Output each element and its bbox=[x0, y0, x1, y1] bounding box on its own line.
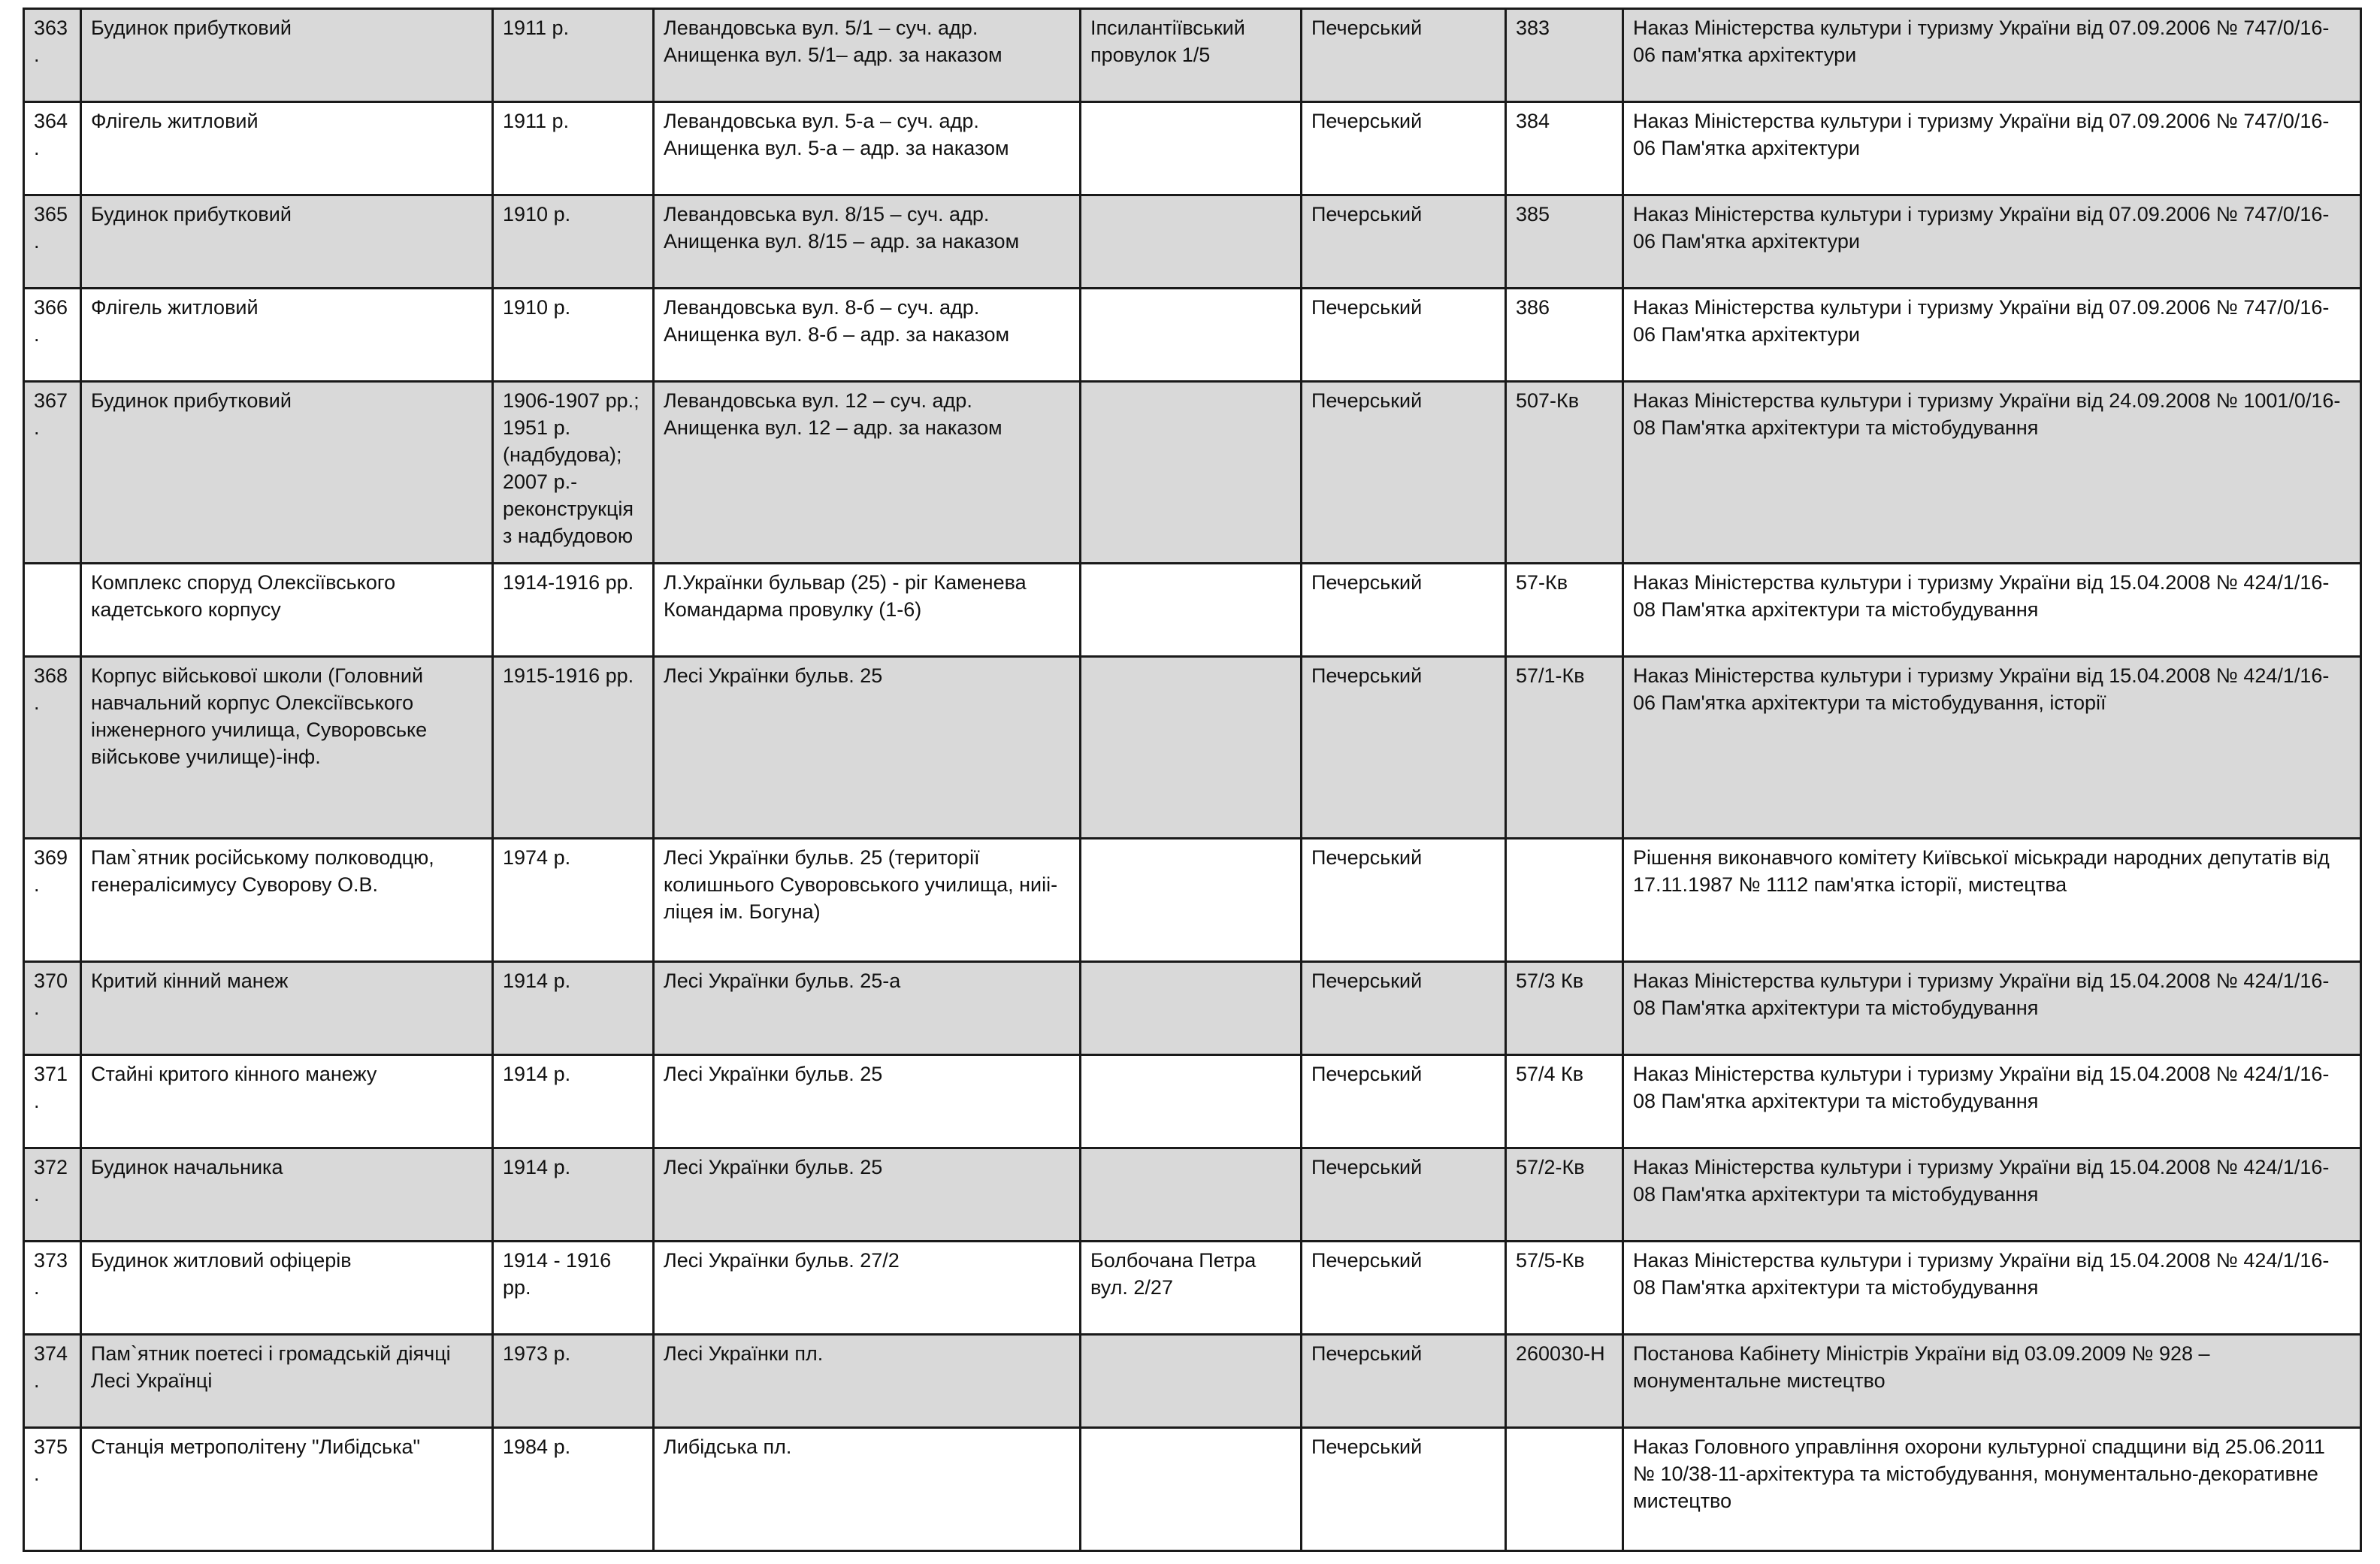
construction-date: 1914 р. bbox=[493, 1055, 654, 1148]
row-number: 375. bbox=[24, 1428, 81, 1551]
address: Лесі Українки бульв. 25 (території колишнього Суворовського училища, ниіі- ліцея ім. Богуна) bbox=[654, 839, 1081, 962]
district: Печерський bbox=[1302, 195, 1506, 289]
registry-number: 385 bbox=[1506, 195, 1623, 289]
alternate-address bbox=[1081, 1335, 1302, 1428]
construction-date: 1974 р. bbox=[493, 839, 654, 962]
row-number: 371. bbox=[24, 1055, 81, 1148]
monument-name: Корпус військової школи (Головний навчальний корпус Олексіївського інженерного училища, Суворовське військове училище)-інф. bbox=[81, 657, 493, 839]
construction-date: 1910 р. bbox=[493, 289, 654, 382]
registry-number: 57/3 Кв bbox=[1506, 962, 1623, 1055]
protection-decree: Наказ Міністерства культури і туризму України від 24.09.2008 № 1001/0/16-08 Пам'ятка архітектури та містобудування bbox=[1623, 382, 2361, 564]
address: Лесі Українки пл. bbox=[654, 1335, 1081, 1428]
district: Печерський bbox=[1302, 962, 1506, 1055]
protection-decree: Рішення виконавчого комітету Київської міськради народних депутатів від 17.11.1987 № 1112 пам'ятка історії, мистецтва bbox=[1623, 839, 2361, 962]
district: Печерський bbox=[1302, 1428, 1506, 1551]
table-row bbox=[24, 657, 2361, 839]
address: Лесі Українки бульв. 27/2 bbox=[654, 1242, 1081, 1335]
monument-name: Комплекс споруд Олексіївського кадетського корпусу bbox=[81, 564, 493, 657]
address: Л.Українки бульвар (25) - ріг Каменева Командарма провулку (1-6) bbox=[654, 564, 1081, 657]
row-number: 369. bbox=[24, 839, 81, 962]
address: Левандовська вул. 8/15 – суч. адр. Анищенка вул. 8/15 – адр. за наказом bbox=[654, 195, 1081, 289]
registry-number: 57/2-Кв bbox=[1506, 1148, 1623, 1242]
registry-number bbox=[1506, 839, 1623, 962]
district: Печерський bbox=[1302, 564, 1506, 657]
registry-number bbox=[1506, 1428, 1623, 1551]
table-row bbox=[24, 1428, 2361, 1551]
registry-number: 384 bbox=[1506, 102, 1623, 195]
protection-decree: Наказ Міністерства культури і туризму України від 15.04.2008 № 424/1/16-08 Пам'ятка архітектури та містобудування bbox=[1623, 1055, 2361, 1148]
monuments-table bbox=[23, 8, 2362, 1552]
construction-date: 1910 р. bbox=[493, 195, 654, 289]
monument-name: Критий кінний манеж bbox=[81, 962, 493, 1055]
construction-date: 1984 р. bbox=[493, 1428, 654, 1551]
registry-number: 260030-Н bbox=[1506, 1335, 1623, 1428]
address: Левандовська вул. 5/1 – суч. адр. Анищенка вул. 5/1– адр. за наказом bbox=[654, 9, 1081, 102]
monument-name: Пам`ятник російському полководцю, генералісимусу Суворову О.В. bbox=[81, 839, 493, 962]
monument-name: Будинок житловий офіцерів bbox=[81, 1242, 493, 1335]
construction-date: 1906-1907 рр.; 1951 р. (надбудова); 2007 р.- реконструкція з надбудовою bbox=[493, 382, 654, 564]
alternate-address bbox=[1081, 657, 1302, 839]
monument-name: Станція метрополітену "Либідська" bbox=[81, 1428, 493, 1551]
monument-name: Будинок прибутковий bbox=[81, 9, 493, 102]
district: Печерський bbox=[1302, 1055, 1506, 1148]
table-row bbox=[24, 1055, 2361, 1148]
construction-date: 1914 р. bbox=[493, 1148, 654, 1242]
address: Левандовська вул. 8-б – суч. адр. Анищенка вул. 8-б – адр. за наказом bbox=[654, 289, 1081, 382]
row-number: 365. bbox=[24, 195, 81, 289]
address: Лесі Українки бульв. 25 bbox=[654, 1055, 1081, 1148]
protection-decree: Наказ Міністерства культури і туризму України від 07.09.2006 № 747/0/16-06 пам'ятка архітектури bbox=[1623, 9, 2361, 102]
row-number: 368. bbox=[24, 657, 81, 839]
registry-number: 383 bbox=[1506, 9, 1623, 102]
protection-decree: Постанова Кабінету Міністрів України від 03.09.2009 № 928 – монументальне мистецтво bbox=[1623, 1335, 2361, 1428]
alternate-address bbox=[1081, 195, 1302, 289]
registry-number: 507-Кв bbox=[1506, 382, 1623, 564]
row-number: 367. bbox=[24, 382, 81, 564]
alternate-address: Іпсилантіївський провулок 1/5 bbox=[1081, 9, 1302, 102]
monument-name: Будинок начальника bbox=[81, 1148, 493, 1242]
alternate-address bbox=[1081, 1148, 1302, 1242]
table-row bbox=[24, 102, 2361, 195]
registry-number: 386 bbox=[1506, 289, 1623, 382]
row-number: 363. bbox=[24, 9, 81, 102]
table-row bbox=[24, 839, 2361, 962]
alternate-address bbox=[1081, 102, 1302, 195]
table-body bbox=[24, 9, 2361, 1551]
protection-decree: Наказ Міністерства культури і туризму України від 07.09.2006 № 747/0/16-06 Пам'ятка архітектури bbox=[1623, 289, 2361, 382]
district: Печерський bbox=[1302, 289, 1506, 382]
alternate-address bbox=[1081, 564, 1302, 657]
monument-name: Флігель житловий bbox=[81, 102, 493, 195]
row-number: 364. bbox=[24, 102, 81, 195]
protection-decree: Наказ Міністерства культури і туризму України від 15.04.2008 № 424/1/16-08 Пам'ятка архітектури та містобудування bbox=[1623, 962, 2361, 1055]
monument-name: Стайні критого кінного манежу bbox=[81, 1055, 493, 1148]
alternate-address bbox=[1081, 1055, 1302, 1148]
district: Печерський bbox=[1302, 102, 1506, 195]
protection-decree: Наказ Міністерства культури і туризму України від 15.04.2008 № 424/1/16-08 Пам'ятка архітектури та містобудування bbox=[1623, 564, 2361, 657]
table-row bbox=[24, 9, 2361, 102]
protection-decree: Наказ Міністерства культури і туризму України від 07.09.2006 № 747/0/16-06 Пам'ятка архітектури bbox=[1623, 195, 2361, 289]
district: Печерський bbox=[1302, 657, 1506, 839]
protection-decree: Наказ Головного управління охорони культурної спадщини від 25.06.2011 № 10/38-11-архітектура та містобудування, монументально-декоративне мистецтво bbox=[1623, 1428, 2361, 1551]
monument-name: Пам`ятник поетесі і громадській діячці Лесі Українці bbox=[81, 1335, 493, 1428]
alternate-address bbox=[1081, 382, 1302, 564]
address: Левандовська вул. 12 – суч. адр. Анищенка вул. 12 – адр. за наказом bbox=[654, 382, 1081, 564]
address: Лесі Українки бульв. 25-а bbox=[654, 962, 1081, 1055]
district: Печерський bbox=[1302, 1335, 1506, 1428]
row-number: 373. bbox=[24, 1242, 81, 1335]
address: Либідська пл. bbox=[654, 1428, 1081, 1551]
district: Печерський bbox=[1302, 9, 1506, 102]
table-row bbox=[24, 1148, 2361, 1242]
district: Печерський bbox=[1302, 1148, 1506, 1242]
row-number: 372. bbox=[24, 1148, 81, 1242]
protection-decree: Наказ Міністерства культури і туризму України від 07.09.2006 № 747/0/16-06 Пам'ятка архітектури bbox=[1623, 102, 2361, 195]
alternate-address bbox=[1081, 839, 1302, 962]
address: Левандовська вул. 5-а – суч. адр. Анищенка вул. 5-а – адр. за наказом bbox=[654, 102, 1081, 195]
construction-date: 1914 р. bbox=[493, 962, 654, 1055]
table-row bbox=[24, 289, 2361, 382]
registry-number: 57/5-Кв bbox=[1506, 1242, 1623, 1335]
row-number: 366. bbox=[24, 289, 81, 382]
protection-decree: Наказ Міністерства культури і туризму України від 15.04.2008 № 424/1/16-08 Пам'ятка архітектури та містобудування bbox=[1623, 1148, 2361, 1242]
row-number: 370. bbox=[24, 962, 81, 1055]
construction-date: 1973 р. bbox=[493, 1335, 654, 1428]
table-row bbox=[24, 962, 2361, 1055]
construction-date: 1914 - 1916 рр. bbox=[493, 1242, 654, 1335]
table-row bbox=[24, 1242, 2361, 1335]
address: Лесі Українки бульв. 25 bbox=[654, 1148, 1081, 1242]
construction-date: 1911 р. bbox=[493, 9, 654, 102]
row-number: 374. bbox=[24, 1335, 81, 1428]
alternate-address bbox=[1081, 1428, 1302, 1551]
registry-number: 57/1-Кв bbox=[1506, 657, 1623, 839]
monument-name: Будинок прибутковий bbox=[81, 195, 493, 289]
registry-number: 57/4 Кв bbox=[1506, 1055, 1623, 1148]
construction-date: 1915-1916 рр. bbox=[493, 657, 654, 839]
registry-number: 57-Кв bbox=[1506, 564, 1623, 657]
protection-decree: Наказ Міністерства культури і туризму України від 15.04.2008 № 424/1/16-08 Пам'ятка архітектури та містобудування bbox=[1623, 1242, 2361, 1335]
table-row bbox=[24, 195, 2361, 289]
address: Лесі Українки бульв. 25 bbox=[654, 657, 1081, 839]
table-row bbox=[24, 1335, 2361, 1428]
district: Печерський bbox=[1302, 382, 1506, 564]
district: Печерський bbox=[1302, 1242, 1506, 1335]
alternate-address bbox=[1081, 289, 1302, 382]
construction-date: 1911 р. bbox=[493, 102, 654, 195]
monument-name: Будинок прибутковий bbox=[81, 382, 493, 564]
protection-decree: Наказ Міністерства культури і туризму України від 15.04.2008 № 424/1/16-06 Пам'ятка архітектури та містобудування, історії bbox=[1623, 657, 2361, 839]
monument-name: Флігель житловий bbox=[81, 289, 493, 382]
alternate-address: Болбочана Петра вул. 2/27 bbox=[1081, 1242, 1302, 1335]
district: Печерський bbox=[1302, 839, 1506, 962]
row-number bbox=[24, 564, 81, 657]
table-row bbox=[24, 382, 2361, 564]
table-row bbox=[24, 564, 2361, 657]
alternate-address bbox=[1081, 962, 1302, 1055]
construction-date: 1914-1916 рр. bbox=[493, 564, 654, 657]
